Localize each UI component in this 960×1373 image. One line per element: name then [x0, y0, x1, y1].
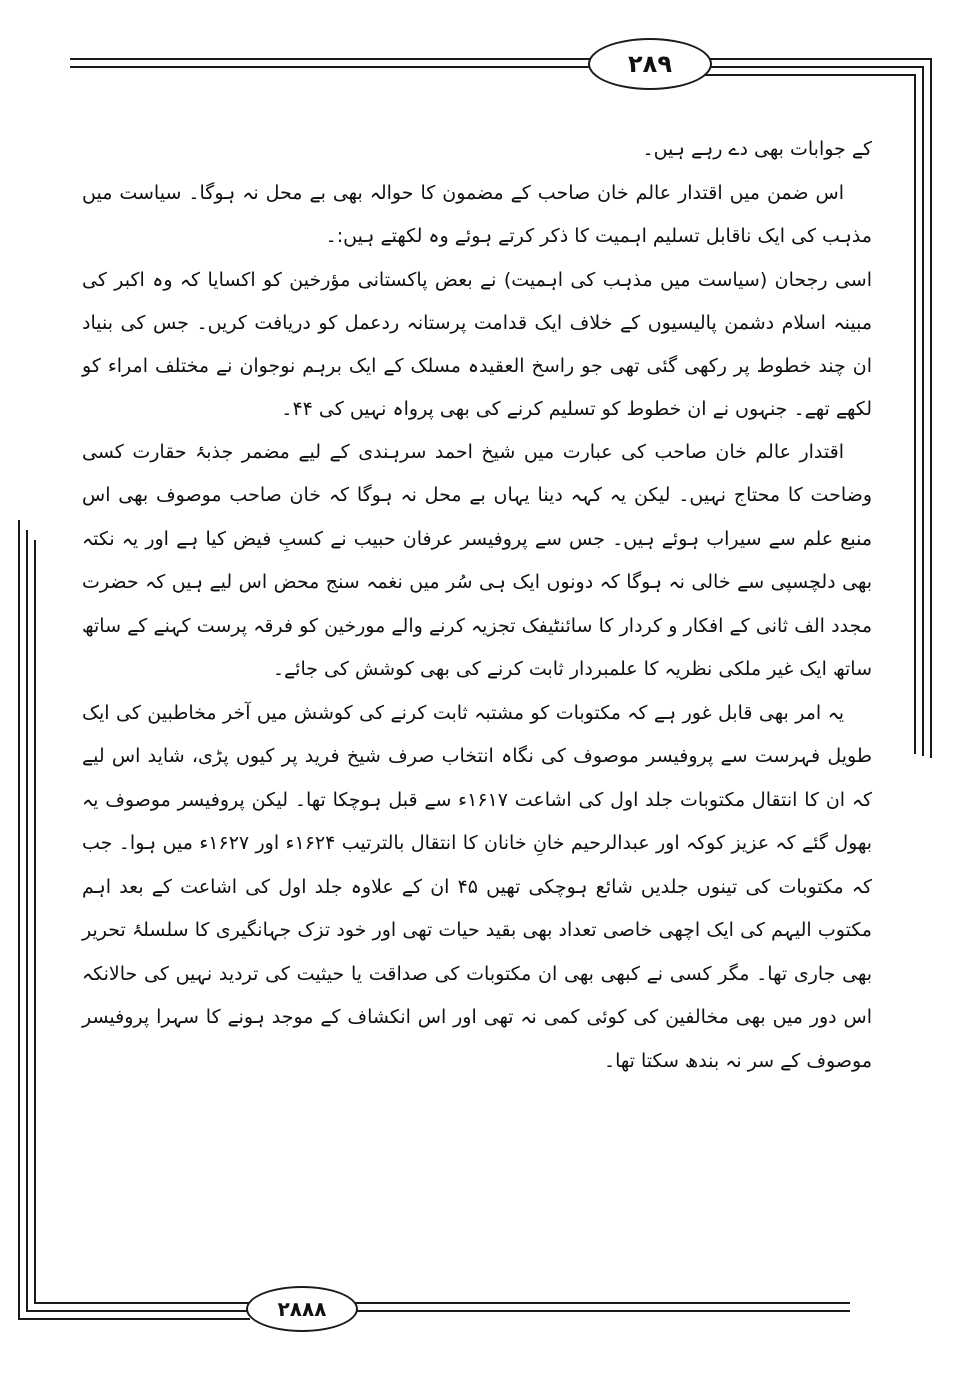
frame-bottom-right-line-1	[350, 1302, 850, 1304]
bottom-page-number	[246, 1286, 358, 1332]
top-page-number	[588, 38, 712, 90]
frame-top-line-1	[70, 58, 600, 60]
frame-top-right-line-3	[700, 74, 916, 76]
frame-top-right-line-1	[700, 58, 932, 60]
paragraph-1: کے جوابات بھی دے رہے ہیں۔	[642, 138, 872, 160]
frame-bottom-line-3	[34, 1302, 250, 1304]
page-body	[82, 128, 872, 1083]
frame-bottom-line-1	[18, 1318, 250, 1320]
frame-top-right-line-2	[700, 66, 924, 68]
frame-right-line-2	[922, 66, 924, 756]
bottom-page-number-text: ۲۸۸۸	[277, 1297, 327, 1321]
frame-right-line-1	[930, 58, 932, 758]
block-quote: اسی رجحان (سیاست میں مذہب کی اہمیت) نے بعض پاکستانی مؤرخین کو اکسایا کہ وہ اکبر کی مبینہ اسلام دشمن پالیسیوں کے خلاف ایک قدامت پرستانہ ردعمل کو دریافت کریں۔ جس کی بنیاد ان چند خطوط پر رکھی گئی تھی جو راسخ العقیدہ مسلک کے ایک برہم نوجوان نے مختلف امراء کو لکھے تھے۔ جنہوں نے ان خطوط کو تسلیم کرنے کی بھی پرواہ نہیں کی ۴۴۔	[82, 268, 872, 420]
paragraph-4: یہ امر بھی قابل غور ہے کہ مکتوبات کو مشتبہ ثابت کرنے کی کوشش میں آخر مخاطبین کی ایک طویل فہرست سے پروفیسر موصوف کی نگاہ انتخاب صرف شیخ فرید پر کیوں پڑی، شاید اس لیے کہ ان کا انتقال مکتوبات جلد اول کی اشاعت ۱۶۱۷ء سے قبل ہوچکا تھا۔ لیکن پروفیسر موصوف یہ بھول گئے کہ عزیز کوکہ اور عبدالرحیم خانِ خانان کا انتقال بالترتیب ۱۶۲۴ء اور ۱۶۲۷ء میں ہوا۔ جب کہ مکتوبات کی تینوں جلدیں شائع ہوچکی تھیں ۴۵ ان کے علاوہ جلد اول کی اشاعت کے بعد اہم مکتوب الیہم کی ایک اچھی خاصی تعداد بھی بقید حیات تھی اور خود تزک جہانگیری کا سلسلۂ تحریر بھی جاری تھا۔ مگر کسی نے کبھی بھی ان مکتوبات کی صداقت یا حیثیت کی تردید نہیں کی حالانکہ اس دور میں بھی مخالفین کی کوئی کمی نہ تھی اور اس انکشاف کے موجد ہونے کا سہرا پروفیسر موصوف کے سر نہ بندھ سکتا تھا۔	[82, 701, 873, 1072]
frame-left-line-2	[26, 530, 28, 1312]
frame-bottom-line-2	[26, 1310, 250, 1312]
frame-top-line-2	[70, 66, 600, 68]
frame-left-line-3	[34, 540, 36, 1304]
paragraph-3: اقتدار عالم خان صاحب کی عبارت میں شیخ احمد سرہندی کے لیے مضمر جذبۂ حقارت کسی وضاحت کا محتاج نہیں۔ لیکن یہ کہہ دینا یہاں بے محل نہ ہوگا کہ خان صاحب موصوف بھی اس منبع علم سے سیراب ہوئے ہیں۔ جس سے پروفیسر عرفان حبیب نے کسبِ فیض کیا ہے اور یہ نکتہ بھی دلچسپی سے خالی نہ ہوگا کہ دونوں ایک ہی سُر میں نغمہ سنج محض اس لیے ہیں کہ حضرت مجدد الف ثانی کے افکار و کردار کا سائنٹیفک تجزیہ کرنے والے مورخین کو فرقہ پرست کہنے کے ساتھ ساتھ ایک غیر ملکی نظریہ کا علمبردار ثابت کرنے کی بھی کوشش کی جائے۔	[82, 440, 872, 680]
frame-bottom-right-line-2	[350, 1310, 850, 1312]
paragraph-2: اس ضمن میں اقتدار عالم خان صاحب کے مضمون کا حوالہ بھی بے محل نہ ہوگا۔ سیاست میں مذہب کی ایک ناقابل تسلیم اہمیت کا ذکر کرتے ہوئے وہ لکھتے ہیں:۔	[82, 181, 872, 247]
frame-right-line-3	[914, 74, 916, 754]
frame-left-line-1	[18, 520, 20, 1320]
top-page-number-text: ۲۸۹	[628, 50, 672, 78]
